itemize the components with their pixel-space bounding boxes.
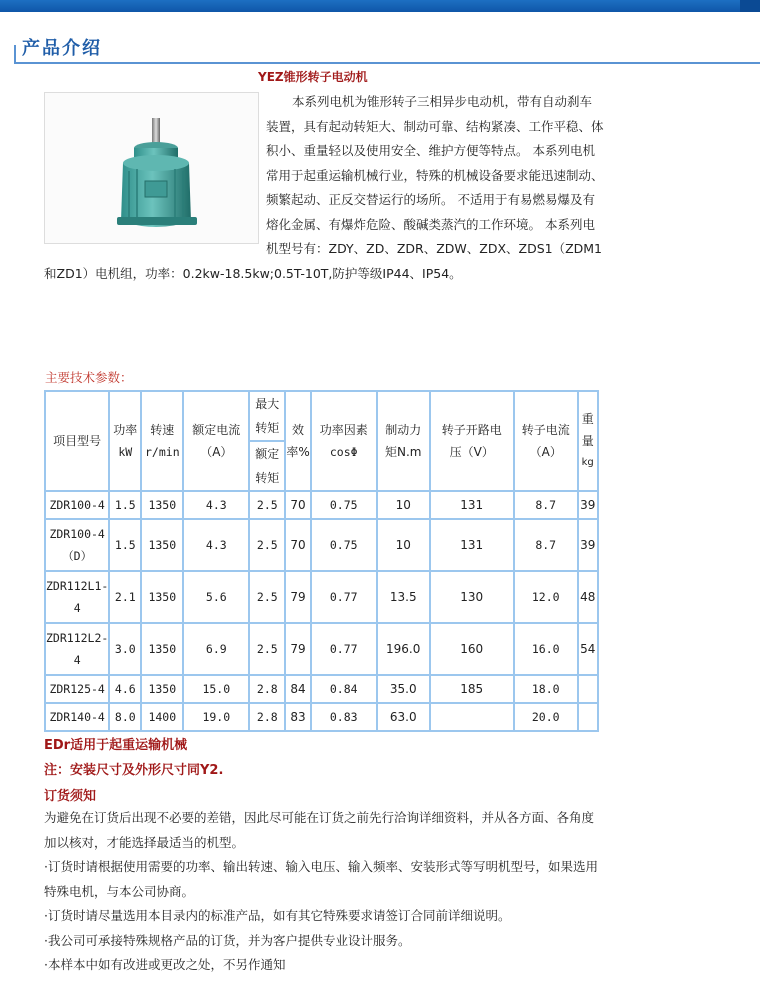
order-item: ·订货时请尽量选用本目录内的标准产品，如有其它特殊要求请签订合同前详细说明。 bbox=[44, 908, 511, 923]
cell-rotor-a: 20.0 bbox=[514, 703, 578, 731]
header-model: 项目型号 bbox=[45, 391, 109, 491]
table-row bbox=[45, 623, 598, 675]
table-row bbox=[45, 571, 598, 623]
cell-pf: 0.84 bbox=[311, 675, 377, 703]
cell-weight: 48 bbox=[578, 571, 598, 623]
header-rotor-voltage: 转子开路电 压（V） bbox=[430, 391, 514, 491]
cell-current: 6.9 bbox=[183, 623, 249, 675]
cell-rotor-v: 185 bbox=[430, 675, 514, 703]
cell-rotor-v: 130 bbox=[430, 571, 514, 623]
cell-current: 4.3 bbox=[183, 491, 249, 519]
section-title: 产品介绍 bbox=[22, 38, 102, 59]
cell-pf: 0.83 bbox=[311, 703, 377, 731]
cell-rotor-a: 8.7 bbox=[514, 491, 578, 519]
top-bar-cap bbox=[740, 0, 760, 12]
cell-speed: 1350 bbox=[141, 491, 183, 519]
spec-table-body bbox=[45, 491, 598, 731]
table-row bbox=[45, 675, 598, 703]
cell-eff: 70 bbox=[285, 519, 310, 571]
cell-pf: 0.75 bbox=[311, 519, 377, 571]
header-current: 额定电流 （A） bbox=[183, 391, 249, 491]
order-item: ·本样本中如有改进或更改之处，不另作通知 bbox=[44, 957, 286, 972]
cell-brake: 35.0 bbox=[377, 675, 430, 703]
cell-rotor-a: 8.7 bbox=[514, 519, 578, 571]
cell-model: ZDR100-4 bbox=[45, 491, 109, 519]
table-row bbox=[45, 703, 598, 731]
cell-speed: 1350 bbox=[141, 519, 183, 571]
params-heading: 主要技术参数： bbox=[45, 370, 133, 385]
usage-note: EDr适用于起重运输机械 bbox=[44, 738, 188, 753]
cell-eff: 70 bbox=[285, 491, 310, 519]
cell-rotor-a: 18.0 bbox=[514, 675, 578, 703]
install-note: 注：安装尺寸及外形尺寸同Y2. bbox=[44, 763, 224, 778]
product-name: YEZ锥形转子电动机 bbox=[258, 70, 368, 84]
cell-weight: 39 bbox=[578, 519, 598, 571]
order-notes bbox=[44, 806, 604, 978]
cell-model: ZDR112L2-4 bbox=[45, 623, 109, 675]
table-row bbox=[45, 491, 598, 519]
cell-torque: 2.5 bbox=[249, 519, 285, 571]
cell-model: ZDR100-4（D） bbox=[45, 519, 109, 571]
cell-eff: 79 bbox=[285, 623, 310, 675]
cell-current: 5.6 bbox=[183, 571, 249, 623]
cell-torque: 2.5 bbox=[249, 623, 285, 675]
cell-model: ZDR112L1-4 bbox=[45, 571, 109, 623]
cell-current: 19.0 bbox=[183, 703, 249, 731]
header-rated-torque: 额定转矩 bbox=[249, 441, 285, 491]
cell-pf: 0.75 bbox=[311, 491, 377, 519]
cell-rotor-a: 16.0 bbox=[514, 623, 578, 675]
cell-rotor-v bbox=[430, 703, 514, 731]
product-intro-text: 本系列电机为锥形转子三相异步电动机，带有自动刹车装置，具有起动转矩大、制动可靠、结构紧凑、工作平稳、体积小、重量轻以及使用安全、维护方便等特点。 本系列电机常用于起重运输机械行业，特殊的机械设备要求能迅速制动、频繁起动、正反交替运行的场所。 不适用于有易燃易爆及有熔化金属、有爆炸危险、酸碱类蒸汽的工作环境。 本系列电机型号有：ZDY、ZD、ZDR、ZDW、ZDX、ZDS1（ZDM1和ZD1）电机组，功率：0.2kw-18.5kw;0.5T-10T,防护等级IP44、IP54。 bbox=[44, 94, 604, 281]
cell-rotor-v: 131 bbox=[430, 519, 514, 571]
cell-rotor-v: 131 bbox=[430, 491, 514, 519]
cell-rotor-a: 12.0 bbox=[514, 571, 578, 623]
cell-eff: 84 bbox=[285, 675, 310, 703]
order-item: ·我公司可承接特殊规格产品的订货，并为客户提供专业设计服务。 bbox=[44, 932, 411, 948]
header-max-torque: 最大转矩 bbox=[249, 391, 285, 441]
header-power-factor: 功率因素 cosΦ bbox=[311, 391, 377, 491]
cell-weight bbox=[578, 675, 598, 703]
cell-weight: 54 bbox=[578, 623, 598, 675]
header-power: 功率 kW bbox=[109, 391, 141, 491]
cell-power: 3.0 bbox=[109, 623, 141, 675]
cell-power: 1.5 bbox=[109, 491, 141, 519]
header-brake-torque: 制动力 矩N.m bbox=[377, 391, 430, 491]
cell-current: 4.3 bbox=[183, 519, 249, 571]
cell-speed: 1350 bbox=[141, 623, 183, 675]
cell-weight bbox=[578, 703, 598, 731]
cell-brake: 10 bbox=[377, 519, 430, 571]
header-row bbox=[45, 391, 598, 441]
cell-power: 4.6 bbox=[109, 675, 141, 703]
cell-power: 2.1 bbox=[109, 571, 141, 623]
cell-model: ZDR125-4 bbox=[45, 675, 109, 703]
cell-weight: 39 bbox=[578, 491, 598, 519]
header-efficiency: 效 率% bbox=[285, 391, 310, 491]
cell-current: 15.0 bbox=[183, 675, 249, 703]
table-row bbox=[45, 519, 598, 571]
spec-table bbox=[44, 390, 599, 732]
cell-pf: 0.77 bbox=[311, 571, 377, 623]
cell-power: 8.0 bbox=[109, 703, 141, 731]
title-underline bbox=[14, 62, 760, 64]
cell-torque: 2.8 bbox=[249, 703, 285, 731]
cell-torque: 2.5 bbox=[249, 571, 285, 623]
cell-eff: 83 bbox=[285, 703, 310, 731]
header-rotor-current: 转子电流 （A） bbox=[514, 391, 578, 491]
cell-brake: 10 bbox=[377, 491, 430, 519]
header-speed: 转速 r/min bbox=[141, 391, 183, 491]
cell-speed: 1400 bbox=[141, 703, 183, 731]
cell-model: ZDR140-4 bbox=[45, 703, 109, 731]
cell-power: 1.5 bbox=[109, 519, 141, 571]
order-item: ·订货时请根据使用需要的功率、输出转速、输入电压、输入频率、安装形式等写明机型号，如果选用特殊电机，与本公司协商。 bbox=[44, 859, 598, 899]
top-bar bbox=[0, 0, 760, 12]
product-description bbox=[44, 90, 604, 286]
order-item: 为避免在订货后出现不必要的差错，因此尽可能在订货之前先行洽询详细资料，并从各方面、各角度加以核对，才能选择最适当的机型。 bbox=[44, 810, 595, 850]
cell-eff: 79 bbox=[285, 571, 310, 623]
cell-brake: 13.5 bbox=[377, 571, 430, 623]
cell-rotor-v: 160 bbox=[430, 623, 514, 675]
cell-torque: 2.5 bbox=[249, 491, 285, 519]
cell-pf: 0.77 bbox=[311, 623, 377, 675]
cell-brake: 196.0 bbox=[377, 623, 430, 675]
cell-speed: 1350 bbox=[141, 571, 183, 623]
title-accent-line bbox=[14, 45, 16, 63]
cell-brake: 63.0 bbox=[377, 703, 430, 731]
order-title: 订货须知 bbox=[44, 789, 97, 804]
header-weight: 重 量 kg bbox=[578, 391, 598, 491]
cell-speed: 1350 bbox=[141, 675, 183, 703]
cell-torque: 2.8 bbox=[249, 675, 285, 703]
